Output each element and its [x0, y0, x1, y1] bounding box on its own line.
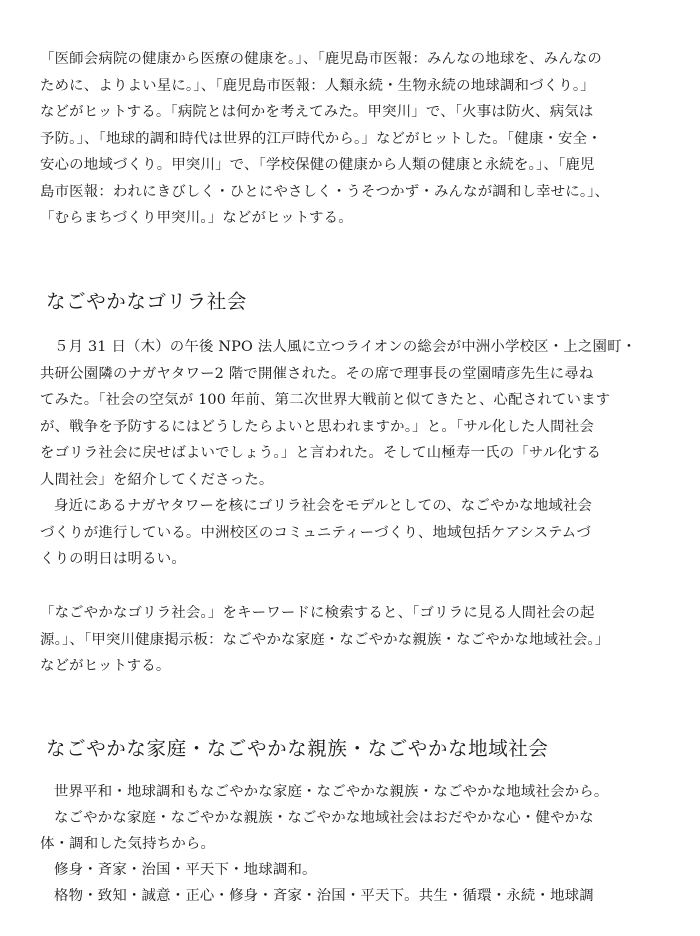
text-line: なごやかな家庭・なごやかな親族・なごやかな地域社会はおだやかな心・健やかな [54, 810, 594, 826]
text-line: 人間社会」を紹介してくださった。 [40, 471, 274, 488]
text-line: が、戦争を予防するにはどうしたらよいと思われますか。」と。「サル化した人間社会 [40, 418, 594, 435]
text-line: てみた。「社会の空気が 100 年前、第二次世界大戦前と似てきたと、心配されています [40, 392, 611, 408]
text-line: 「医師会病院の健康から医療の健康を。」、「鹿児島市医報：みんなの地球を、みんなの [40, 51, 603, 67]
text-line: 島市医報：われにきびしく・ひとにやさしく・うそつかず・みんなが調和し幸せに。」、 [40, 183, 610, 200]
text-line: 「むらまちづくり甲突川。」などがヒットする。 [40, 210, 353, 226]
intro-paragraph [40, 46, 648, 232]
text-line: づくりが進行している。中洲校区のコミュニティーづくり、地域包括ケアシステムづ [40, 524, 591, 541]
gorilla-society-paragraph [40, 334, 648, 573]
text-line: ために、よりよい星に。」、「鹿児島市医報：人類永続・生物永続の地球調和づくり。」 [40, 77, 595, 94]
harmonious-family-paragraph [40, 779, 648, 909]
text-line: 世界平和・地球調和もなごやかな家庭・なごやかな親族・なごやかな地域社会から。 [54, 784, 609, 800]
search-result-paragraph [40, 600, 648, 680]
section-heading-gorilla-society: なごやかなゴリラ社会 [46, 290, 248, 313]
text-line: 「なごやかなゴリラ社会。」をキーワードに検索すると、「ゴリラに見る人間社会の起 [40, 605, 595, 621]
text-line: 身近にあるナガヤタワーを核にゴリラ社会をモデルとしての、なごやかな地域社会 [54, 498, 593, 514]
text-line: をゴリラ社会に戻せばよいでしょう。」と言われた。そして山極寿一氏の「サル化する [40, 445, 602, 461]
text-line: 格物・致知・誠意・正心・修身・斉家・治国・平天下。共生・循環・永続・地球調 [54, 888, 594, 904]
text-line: くりの明日は明るい。 [40, 551, 186, 567]
text-line: などがヒットする。「病院とは何かを考えてみた。甲突川」で、「火事は防火、病気は [40, 104, 594, 120]
text-line: などがヒットする。 [40, 658, 171, 674]
text-line: ５月 31 日（木）の午後 NPO 法人風に立つライオンの総会が中洲小学校区・上之園町・ [54, 339, 637, 355]
text-line: 安心の地域づくり。甲突川」で、「学校保健の健康から人類の健康と永続を。」、「鹿児 [40, 157, 595, 173]
text-line: 予防。」、「地球的調和時代は世界的江戸時代から。」などがヒットした。「健康・安全・ [40, 130, 602, 147]
text-line: 体・調和した気持ちから。 [40, 836, 216, 852]
text-line: 源。」、「甲突川健康掲示板：なごやかな家庭・なごやかな親族・なごやかな地域社会。」 [40, 631, 610, 648]
text-line: 修身・斉家・治国・平天下・地球調和。 [54, 862, 317, 878]
text-line: 共研公園隣のナガヤタワー2 階で開催された。その席で理事長の堂園晴彦先生に尋ね [40, 365, 594, 382]
section-heading-harmonious-family: なごやかな家庭・なごやかな親族・なごやかな地域社会 [46, 737, 549, 760]
